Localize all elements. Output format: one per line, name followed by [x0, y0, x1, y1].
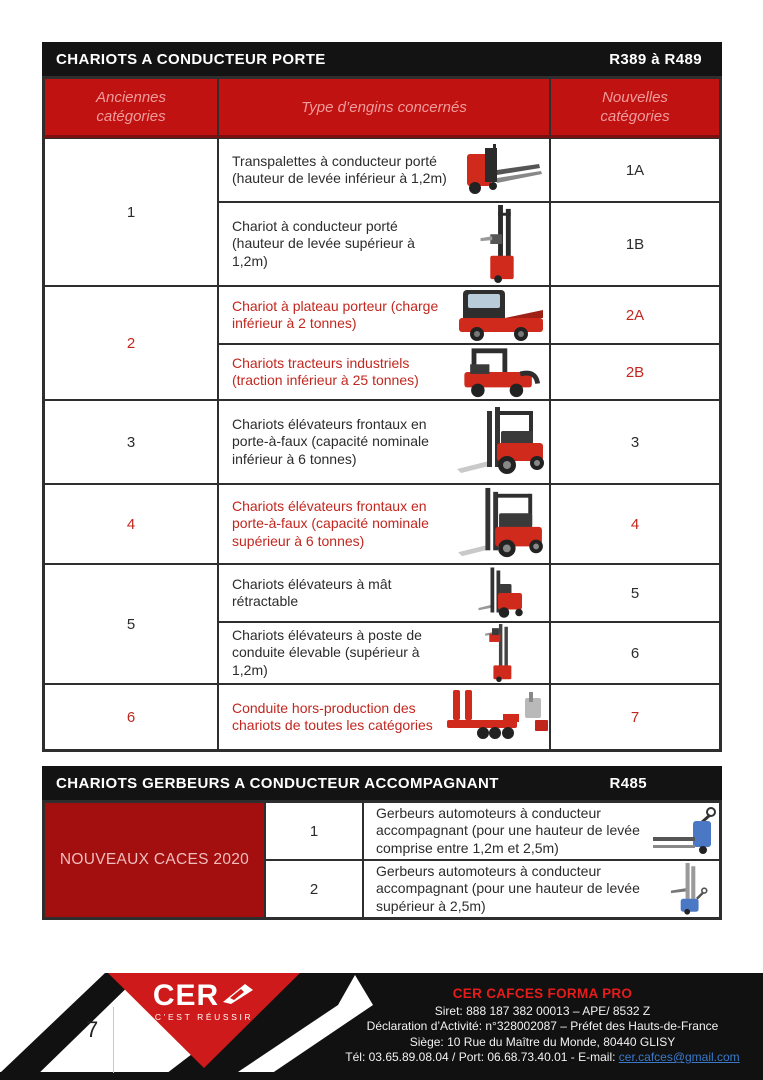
equipment-description: Chariots élévateurs frontaux en porte-à-faux (capacité nominale inférieur à 6 tonnes): [232, 415, 429, 467]
equipment-row: [218, 202, 550, 286]
old-category-cell: 2: [44, 286, 218, 400]
new-caces-2020-label: NOUVEAUX CACES 2020: [44, 802, 265, 918]
old-category-cell: 3: [44, 400, 218, 484]
footer-contact-block: [330, 986, 755, 1066]
equipment-description: Chariot à conducteur porté (hauteur de levée supérieur à 1,2m): [232, 217, 415, 269]
order-picker-icon: [453, 624, 549, 682]
equipment-row: [218, 344, 550, 400]
table1-header-bar: [42, 42, 722, 76]
stand-up-reach-truck-icon: [453, 205, 549, 283]
rider-pallet-truck-icon: [453, 144, 549, 196]
cer-logo-tagline: C’EST RÉUSSIR: [154, 1012, 254, 1022]
new-category-cell: 5: [550, 564, 720, 622]
column-header-new-categories: Nouvelles catégories: [550, 78, 720, 138]
cer-logo-text: CER: [152, 979, 220, 1012]
table1-title: CHARIOTS A CONDUCTEUR PORTE: [56, 50, 326, 68]
new-category-cell: 6: [550, 622, 720, 684]
column-header-equipment-type: Type d’engins concernés: [218, 78, 550, 138]
footer-phone-line: [330, 1050, 755, 1066]
equipment-description: Chariots élévateurs frontaux en porte-à-faux (capacité nominale supérieur à 6 tonnes): [232, 497, 429, 549]
equipment-description: Gerbeurs automoteurs à conducteur accompagnant (pour une hauteur de levée comprise entre 1,2m et 2,5m): [376, 804, 640, 856]
footer: [0, 965, 763, 1080]
counterbalance-forklift-icon: [453, 405, 549, 479]
heavy-counterbalance-forklift-icon: [453, 486, 549, 562]
equipment-row: [218, 138, 550, 202]
table2-header-bar: [42, 766, 722, 800]
old-category-cell: 5: [44, 564, 218, 684]
equipment-description: Conduite hors-production des chariots de toutes les catégories: [232, 699, 433, 733]
equipment-description: Chariots tracteurs industriels (traction inférieur à 25 tonnes): [232, 354, 419, 388]
equipment-description: Transpalettes à conducteur porté (hauteur de levée inférieur à 1,2m): [232, 152, 447, 186]
equipment-description: Chariots élévateurs à mât rétractable: [232, 575, 392, 609]
cer-swoosh-icon: [221, 982, 255, 1011]
footer-siret-line: Siret: 888 187 382 00013 – APE/ 8532 Z: [434, 1003, 651, 1018]
equipment-row: [218, 684, 550, 750]
new-category-cell: 4: [550, 484, 720, 564]
walkie-pallet-stacker-icon: [651, 807, 719, 855]
equipment-row: [218, 286, 550, 344]
old-category-cell: 6: [44, 684, 218, 750]
new-category-cell: 3: [550, 400, 720, 484]
equipment-description: Gerbeurs automoteurs à conducteur accompagnant (pour une hauteur de levée supérieur à 2,5m): [376, 862, 640, 914]
table2-code: R485: [609, 774, 647, 792]
table1: [42, 76, 722, 752]
page-number: 7: [86, 1017, 99, 1042]
table1-code: R389 à R489: [609, 50, 702, 68]
footer-bottom-strip: [0, 1072, 763, 1080]
footer-address-line: Siège: 10 Rue du Maître du Monde, 80440 GLISY: [409, 1034, 676, 1049]
category-number-cell: 1: [265, 802, 363, 860]
table2-title: CHARIOTS GERBEURS A CONDUCTEUR ACCOMPAGNANT: [56, 774, 499, 792]
cer-logo: [124, 981, 284, 1022]
email-link[interactable]: cer.cafces@gmail.com: [618, 1050, 740, 1064]
equipment-row: [218, 622, 550, 684]
platform-carrier-truck-icon: [453, 288, 549, 342]
new-category-cell: 2B: [550, 344, 720, 400]
equipment-row: [218, 400, 550, 484]
equipment-row: [363, 860, 720, 918]
category-number-cell: 2: [265, 860, 363, 918]
new-category-cell: 1A: [550, 138, 720, 202]
footer-phone-text: Tél: 03.65.89.08.04 / Port: 06.68.73.40.01 - E-mail:: [345, 1050, 619, 1064]
footer-declaration-line: Déclaration d’Activité: n°328002087 – Préfet des Hauts-de-France: [366, 1019, 719, 1033]
new-category-cell: 2A: [550, 286, 720, 344]
new-category-cell: 7: [550, 684, 720, 750]
old-category-cell: 1: [44, 138, 218, 286]
table2: [42, 800, 722, 920]
reach-truck-icon: [453, 566, 549, 620]
industrial-tow-tractor-icon: [453, 345, 549, 399]
equipment-row: [218, 484, 550, 564]
footer-company-name: CER CAFCES FORMA PRO: [452, 986, 633, 1001]
equipment-row: [218, 564, 550, 622]
column-header-old-categories: Anciennes catégories: [44, 78, 218, 138]
equipment-description: Chariot à plateau porteur (charge inférieur à 2 tonnes): [232, 297, 439, 331]
equipment-row: [363, 802, 720, 860]
equipment-description: Chariots élévateurs à poste de conduite élevable (supérieur à 1,2m): [232, 626, 422, 678]
new-category-cell: 1B: [550, 202, 720, 286]
low-loader-trailer-icon: [445, 688, 549, 746]
walkie-mast-stacker-icon: [657, 863, 719, 915]
old-category-cell: 4: [44, 484, 218, 564]
